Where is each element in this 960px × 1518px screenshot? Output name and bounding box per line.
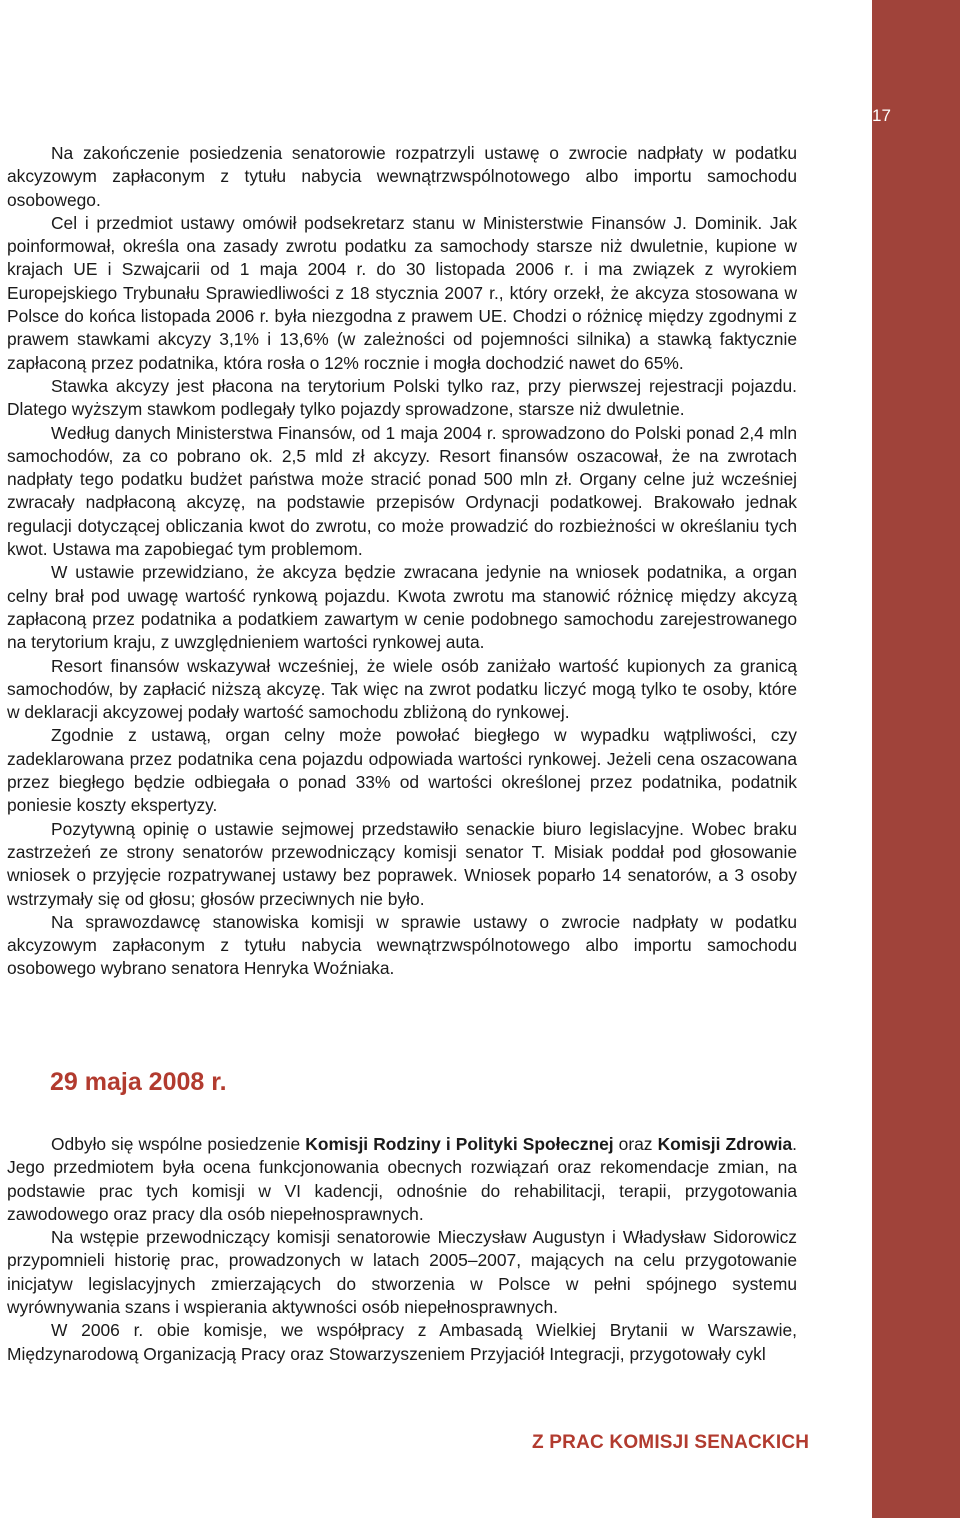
running-footer: Z PRAC KOMISJI SENACKICH	[532, 1432, 810, 1453]
paragraph-4: Według danych Ministerstwa Finansów, od 1 maja 2004 r. sprowadzono do Polski ponad 2,4 mln samochodów, za co pobrano ok. 2,5 mld zł akcyzy. Resort finansów oszacował, że na zwrotach nadpłaty tego podatku budżet państwa może stracić ponad 500 mln zł. Organy celne już wcześniej zwracały nadpłaconą akcyzę, na podstawie przepisów Ordynacji podatkowej. Brakowało jednak regulacji dotyczącej obliczania kwot do zwrotu, co może prowadzić do rozbieżności w określaniu tych kwot. Ustawa ma zapobiegać tym problemom.	[7, 422, 797, 560]
band-corner-cut	[842, 0, 872, 30]
paragraph-7: Zgodnie z ustawą, organ celny może powołać biegłego w wypadku wątpliwości, czy zadeklarowana przez podatnika cena pojazdu odpowiada wartości rynkowej. Jeżeli cena oszacowana przez biegłego będzie odbiegała o ponad 33% od wartości określonej przez podatnika, podatnik poniesie koszty ekspertyzy.	[7, 725, 797, 816]
intro-text-end: . Jego przedmiotem była ocena funkcjonowania obecnych rozwiązań oraz rekomendacje zmian, na podstawie prac tych komisji w VI kadencji, odnośnie do rehabilitacji, terapii, przygotowania zawodowego oraz pracy dla osób niepełnosprawnych.	[7, 1134, 797, 1224]
committee-family-policy: Komisji Rodziny i Polityki Społecznej	[305, 1134, 614, 1154]
paragraph-3: Stawka akcyzy jest płacona na terytorium Polski tylko raz, przy pierwszej rejestracji pojazdu. Dlatego wyższym stawkom podlegały tylko pojazdy sprowadzone, starsze niż dwuletnie.	[7, 375, 797, 420]
page-number: 17	[872, 106, 891, 125]
paragraph-8: Pozytywną opinię o ustawie sejmowej przedstawiło senackie biuro legislacyjne. Wobec braku zastrzeżeń ze strony senatorów przewodniczący komisji senator T. Misiak poddał pod głosowanie wniosek o przyjęcie rozpatrywanej ustawy bez poprawek. Wniosek poparło 14 senatorów, a 3 osoby wstrzymały się od głosu; głosów przeciwnych nie było.	[7, 818, 797, 909]
intro-text-mid: oraz	[613, 1134, 658, 1154]
paragraph-9: Na sprawozdawcę stanowiska komisji w sprawie ustawy o zwrocie nadpłaty w podatku akcyzowym zapłaconym z tytułu nabycia wewnątrzwspólnotowego albo importu samochodu osobowego wybrano senatora Henryka Woźniaka.	[7, 911, 797, 979]
paragraph-6: Resort finansów wskazywał wcześniej, że wiele osób zaniżało wartość kupionych za granicą samochodów, by zapłacić niższą akcyzę. Tak więc na zwrot podatku liczyć mogą tylko te osoby, które w deklaracji akcyzowej podały wartość samochodu zbliżoną do rynkowej.	[7, 655, 797, 723]
section-excise-refund	[7, 142, 797, 981]
committee-health: Komisji Zdrowia	[657, 1134, 793, 1154]
paragraph-2: Cel i przedmiot ustawy omówił podsekretarz stanu w Ministerstwie Finansów J. Dominik. Jak poinformował, określa ona zasady zwrotu podatku za samochody starsze niż dwuletnie, kupione w krajach UE i Szwajcarii od 1 maja 2004 r. do 30 listopada 2006 r. i ma związek z wyrokiem Europejskiego Trybunału Sprawiedliwości z 18 stycznia 2007 r., który orzekł, że akcyza stosowana w Polsce do końca listopada 2006 r. była niezgodna z prawem UE. Chodzi o różnicę między zgodnymi z prawem stawkami akcyzy 3,1% i 13,6% (w zależności od pojemności silnika) a stawką faktycznie zapłaconą przez podatnika, która rosła o 12% rocznie i mogła dochodzić nawet do 65%.	[7, 212, 797, 373]
decorative-side-band	[872, 0, 960, 1518]
paragraph-1: Na zakończenie posiedzenia senatorowie rozpatrzyli ustawę o zwrocie nadpłaty w podatku akcyzowym zapłaconym z tytułu nabycia wewnątrzwspólnotowego albo importu samochodu osobowego.	[7, 143, 797, 210]
section-joint-meeting	[7, 1133, 797, 1366]
intro-text-start: Odbyło się wspólne posiedzenie	[51, 1134, 306, 1154]
paragraph-5: W ustawie przewidziano, że akcyza będzie zwracana jedynie na wniosek podatnika, a organ celny brał pod uwagę wartość rynkową pojazdu. Kwota zwrotu ma stanowić różnicę między akcyzą zapłaconą przez podatnika a podatkiem zawartym w cenie podobnego samochodu zarejestrowanego na terytorium kraju, z uwzględnieniem wartości rynkowej auta.	[7, 562, 797, 653]
intro-paragraph	[7, 1133, 797, 1226]
paragraph-history: Na wstępie przewodniczący komisji senatorowie Mieczysław Augustyn i Władysław Sidorowicz przypomnieli historię prac, prowadzonych w latach 2005–2007, mających na celu przygotowanie inicjatyw legislacyjnych zmierzających do stworzenia w Polsce w pełni spójnego systemu wyrównywania szans i wspierania aktywności osób niepełnosprawnych.	[7, 1227, 797, 1318]
date-heading: 29 maja 2008 r.	[50, 1068, 227, 1096]
paragraph-2006: W 2006 r. obie komisje, we współpracy z Ambasadą Wielkiej Brytanii w Warszawie, Międzynarodową Organizacją Pracy oraz Stowarzyszeniem Przyjaciół Integracji, przygotowały cykl	[7, 1320, 797, 1364]
